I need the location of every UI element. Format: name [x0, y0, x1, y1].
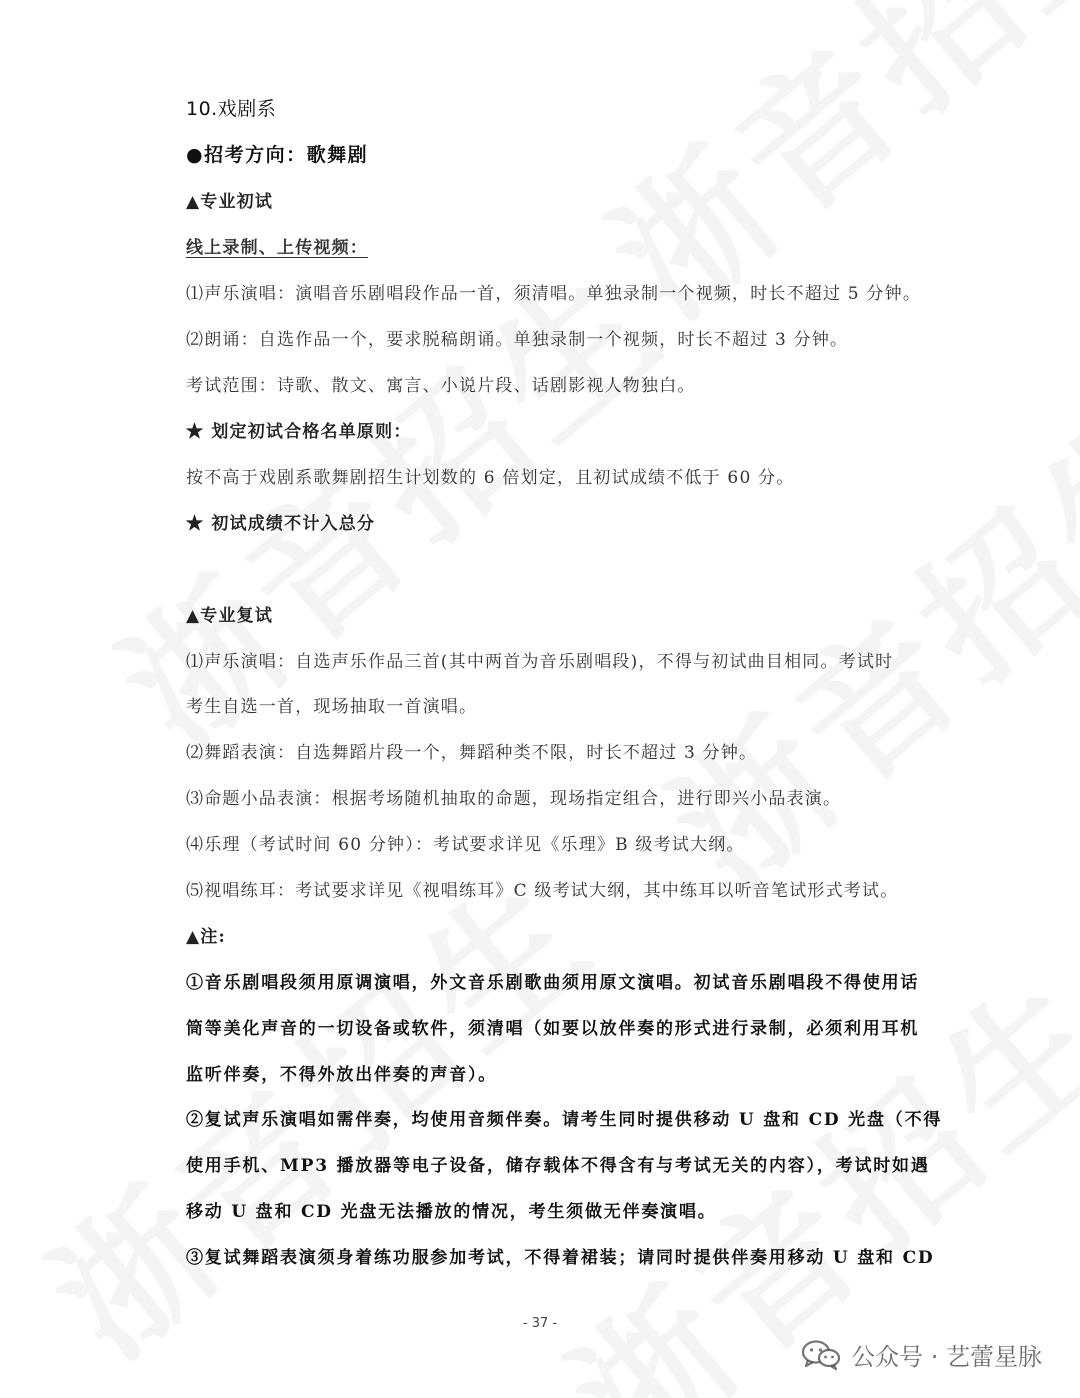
footer-brand-label: 公众号 · 艺蕾星脉: [851, 1343, 1042, 1371]
note-line: 使用手机、MP3 播放器等电子设备，储存载体不得含有与考试无关的内容），考试时如遇: [186, 1156, 930, 1176]
wechat-icon: [801, 1339, 841, 1371]
preliminary-item: ⑵朗诵：自选作品一个，要求脱稿朗诵。单独录制一个视频，时长不超过 3 分钟。: [186, 330, 849, 350]
note-line: 监听伴奏，不得外放出伴奏的声音）。: [186, 1065, 498, 1085]
retest-heading: ▲专业复试: [186, 606, 274, 626]
page-number: - 37 -: [522, 1316, 558, 1331]
note-line: 筒等美化声音的一切设备或软件，须清唱（如要以放伴奏的形式进行录制，必须利用耳机: [186, 1019, 920, 1039]
retest-line: ⑷乐理（考试时间 60 分钟）：考试要求详见《乐理》B 级考试大纲。: [186, 835, 745, 855]
preliminary-heading: ▲专业初试: [186, 192, 274, 212]
section-title: 10.戏剧系: [186, 98, 277, 120]
note-line: ②复试声乐演唱如需伴奏，均使用音频伴奏。请考生同时提供移动 U 盘和 CD 光盘（不得: [186, 1110, 943, 1130]
direction-heading: ●招考方向：歌舞剧: [186, 144, 369, 166]
note-line: ①音乐剧唱段须用原调演唱，外文音乐剧歌曲须用原文演唱。初试音乐剧唱段不得使用话: [186, 973, 920, 993]
not-counted-note: ★ 初试成绩不计入总分: [186, 514, 376, 534]
note-heading: ▲注:: [186, 927, 226, 947]
retest-line: 考生自选一首，现场抽取一首演唱。: [186, 697, 478, 717]
retest-line: ⑴声乐演唱：自选声乐作品三首(其中两首为音乐剧唱段)，不得与初试曲目相同。考试时: [186, 652, 894, 672]
note-line: ③复试舞蹈表演须身着练功服参加考试，不得着裙装；请同时提供伴奏用移动 U 盘和 CD: [186, 1248, 935, 1268]
qualify-text: 按不高于戏剧系歌舞剧招生计划数的 6 倍划定，且初试成绩不低于 60 分。: [186, 468, 795, 488]
online-label: 线上录制、上传视频：: [186, 238, 368, 258]
retest-line: ⑸视唱练耳：考试要求详见《视唱练耳》C 级考试大纲，其中练耳以听音笔试形式考试。: [186, 881, 899, 901]
preliminary-item: ⑴声乐演唱：演唱音乐剧唱段作品一首，须清唱。单独录制一个视频，时长不超过 5 分钟。: [186, 284, 922, 304]
retest-line: ⑵舞蹈表演：自选舞蹈片段一个，舞蹈种类不限，时长不超过 3 分钟。: [186, 743, 758, 763]
preliminary-item: 考试范围：诗歌、散文、寓言、小说片段、话剧影视人物独白。: [186, 376, 696, 396]
retest-line: ⑶命题小品表演：根据考场随机抽取的命题，现场指定组合，进行即兴小品表演。: [186, 789, 842, 809]
footer-brand[interactable]: [801, 1337, 1042, 1372]
note-line: 移动 U 盘和 CD 光盘无法播放的情况，考生须做无伴奏演唱。: [186, 1202, 717, 1222]
qualify-heading: ★ 划定初试合格名单原则：: [186, 422, 412, 442]
